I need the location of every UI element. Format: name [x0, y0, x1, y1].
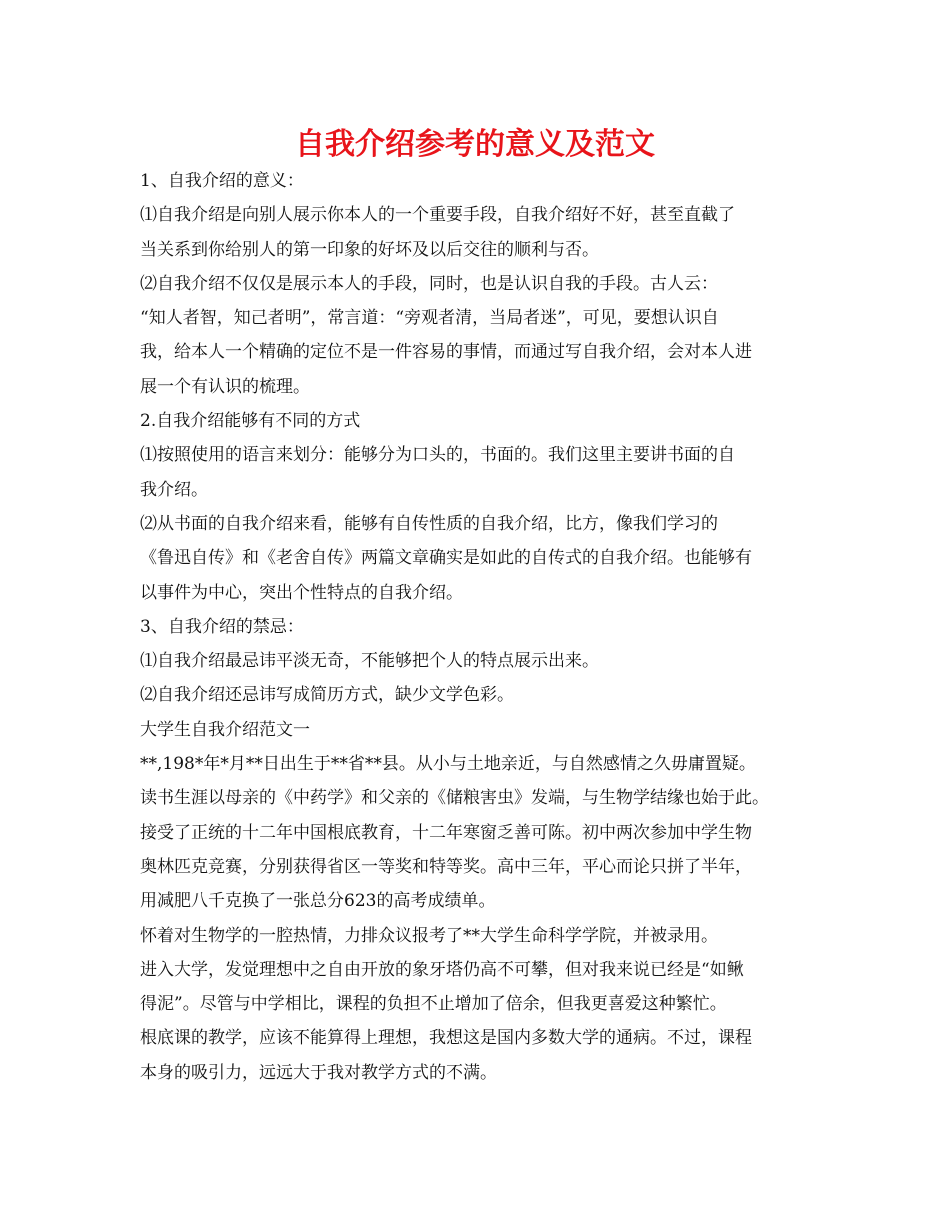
text-line: 3、自我介绍的禁忌： — [140, 616, 304, 637]
text-line: 当关系到你给别人的第一印象的好坏及以后交往的顺利与否。 — [140, 239, 599, 260]
document-body — [140, 164, 820, 1090]
text-line: 读书生涯以母亲的《中药学》和父亲的《储粮害虫》发端，与生物学结缘也始于此。 — [140, 788, 769, 809]
text-line: 大学生自我介绍范文一 — [140, 719, 310, 740]
text-line: ⑴自我介绍是向别人展示你本人的一个重要手段，自我介绍好不好，甚至直截了 — [140, 205, 735, 226]
text-line: 用减肥八千克换了一张总分623的高考成绩单。 — [140, 891, 496, 912]
text-line: 以事件为中心，突出个性特点的自我介绍。 — [140, 582, 463, 603]
text-line: 奥林匹克竞赛，分别获得省区一等奖和特等奖。高中三年，平心而论只拼了半年， — [140, 856, 752, 877]
text-line: “知人者智，知己者明”，常言道：“旁观者清，当局者迷”，可见，要想认识自 — [140, 308, 719, 329]
text-line: 得泥”。尽管与中学相比，课程的负担不止增加了倍余，但我更喜爱这种繁忙。 — [140, 994, 727, 1015]
text-line: 根底课的教学，应该不能算得上理想，我想这是国内多数大学的通病。不过，课程 — [140, 1028, 752, 1049]
text-line: 接受了正统的十二年中国根底教育，十二年寒窗乏善可陈。初中两次参加中学生物 — [140, 822, 752, 843]
text-line: ⑵自我介绍不仅仅是展示本人的手段，同时，也是认识自我的手段。古人云： — [140, 273, 718, 294]
text-line: **,198*年*月**日出生于**省**县。从小与土地亲近，与自然感情之久毋庸置疑。 — [140, 754, 756, 775]
text-line: 本身的吸引力，远远大于我对教学方式的不满。 — [140, 1062, 497, 1083]
text-line: 我，给本人一个精确的定位不是一件容易的事情，而通过写自我介绍，会对本人进 — [140, 342, 752, 363]
text-line: ⑵从书面的自我介绍来看，能够有自传性质的自我介绍，比方，像我们学习的 — [140, 513, 718, 534]
text-line: 怀着对生物学的一腔热情，力排众议报考了**大学生命科学学院，并被录用。 — [140, 925, 718, 946]
document-title: 自我介绍参考的意义及范文 — [295, 127, 655, 162]
text-line: 进入大学，发觉理想中之自由开放的象牙塔仍高不可攀，但对我来说已经是“如鳅 — [140, 959, 744, 980]
text-line: 《鲁迅自传》和《老舍自传》两篇文章确实是如此的自传式的自我介绍。也能够有 — [140, 548, 752, 569]
text-line: ⑴自我介绍最忌讳平淡无奇，不能够把个人的特点展示出来。 — [140, 651, 599, 672]
text-line: 我介绍。 — [140, 479, 208, 500]
text-line: 1、自我介绍的意义： — [140, 171, 304, 191]
text-line: 2.自我介绍能够有不同的方式 — [140, 411, 361, 432]
text-line: ⑴按照使用的语言来划分：能够分为口头的，书面的。我们这里主要讲书面的自 — [140, 445, 735, 466]
text-line: 展一个有认识的梳理。 — [140, 376, 310, 397]
text-line: ⑵自我介绍还忌讳写成简历方式，缺少文学色彩。 — [140, 685, 514, 706]
